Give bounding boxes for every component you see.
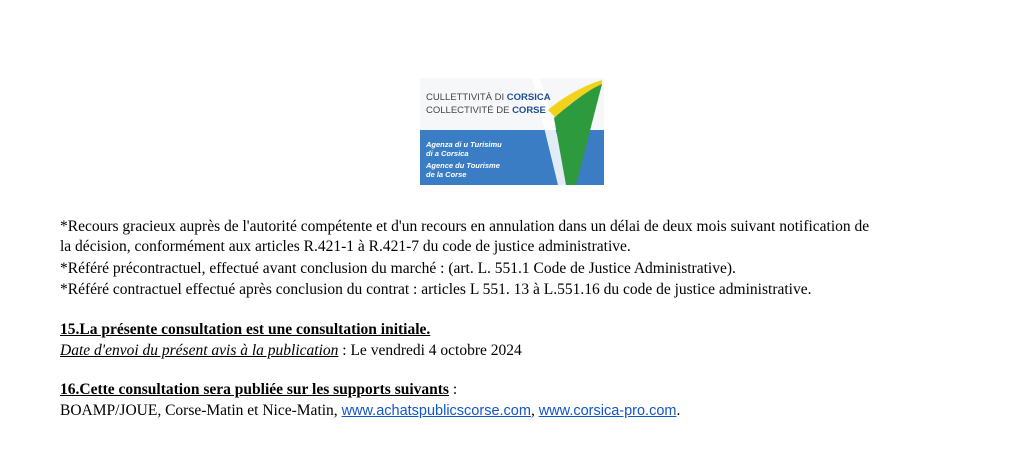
corsica-pro-link[interactable]: www.corsica-pro.com xyxy=(538,403,677,419)
date-envoi-line xyxy=(60,342,522,360)
achatspublicscorse-link[interactable]: www.achatspublicscorse.com xyxy=(341,403,531,419)
supports-line xyxy=(60,402,680,420)
logo-line-corsica: CULLETTIVITÀ DI CORSICA xyxy=(426,92,551,103)
recours-gracieux-line2: la décision, conformément aux articles R.421-1 à R.421-7 du code de justice administrative. xyxy=(60,238,631,255)
date-envoi-value: Le vendredi 4 octobre 2024 xyxy=(350,342,522,359)
link-separator: , xyxy=(530,402,539,419)
section-16-heading: 16.Cette consultation sera publiée sur les supports suivants xyxy=(60,381,449,398)
logo-agency-fr-1: Agence du Tourisme xyxy=(426,161,500,170)
section-16-colon: : xyxy=(448,381,458,398)
date-envoi-label: Date d'envoi du présent avis à la publication xyxy=(60,342,339,359)
recours-gracieux-line1: *Recours gracieux auprès de l'autorité compétente et d'un recours en annulation dans un délai de deux mois suivant notification de xyxy=(60,218,870,235)
logo-agency-co-1: Agenza di u Turisimu xyxy=(426,140,502,149)
section-15-heading: 15.La présente consultation est une consultation initiale. xyxy=(60,321,431,338)
refere-contractuel: *Référé contractuel effectué après conclusion du contrat : articles L 551. 13 à L.551.16 du code de justice administrative. xyxy=(60,281,812,298)
supports-end: . xyxy=(676,402,681,419)
logo-agency-fr-2: de la Corse xyxy=(426,170,467,179)
date-sep: : xyxy=(338,342,351,359)
logo-agency-co-2: di a Corsica xyxy=(426,149,469,158)
refere-precontractuel: *Référé précontractuel, effectué avant conclusion du marché : (art. L. 551.1 Code de Justice Administrative). xyxy=(60,260,736,277)
section-16-heading-line xyxy=(60,381,457,399)
corsica-tourism-logo xyxy=(420,78,604,185)
logo-line-corse: COLLECTIVITÉ DE CORSE xyxy=(426,105,546,116)
supports-text: BOAMP/JOUE, Corse-Matin et Nice-Matin, xyxy=(60,402,342,419)
